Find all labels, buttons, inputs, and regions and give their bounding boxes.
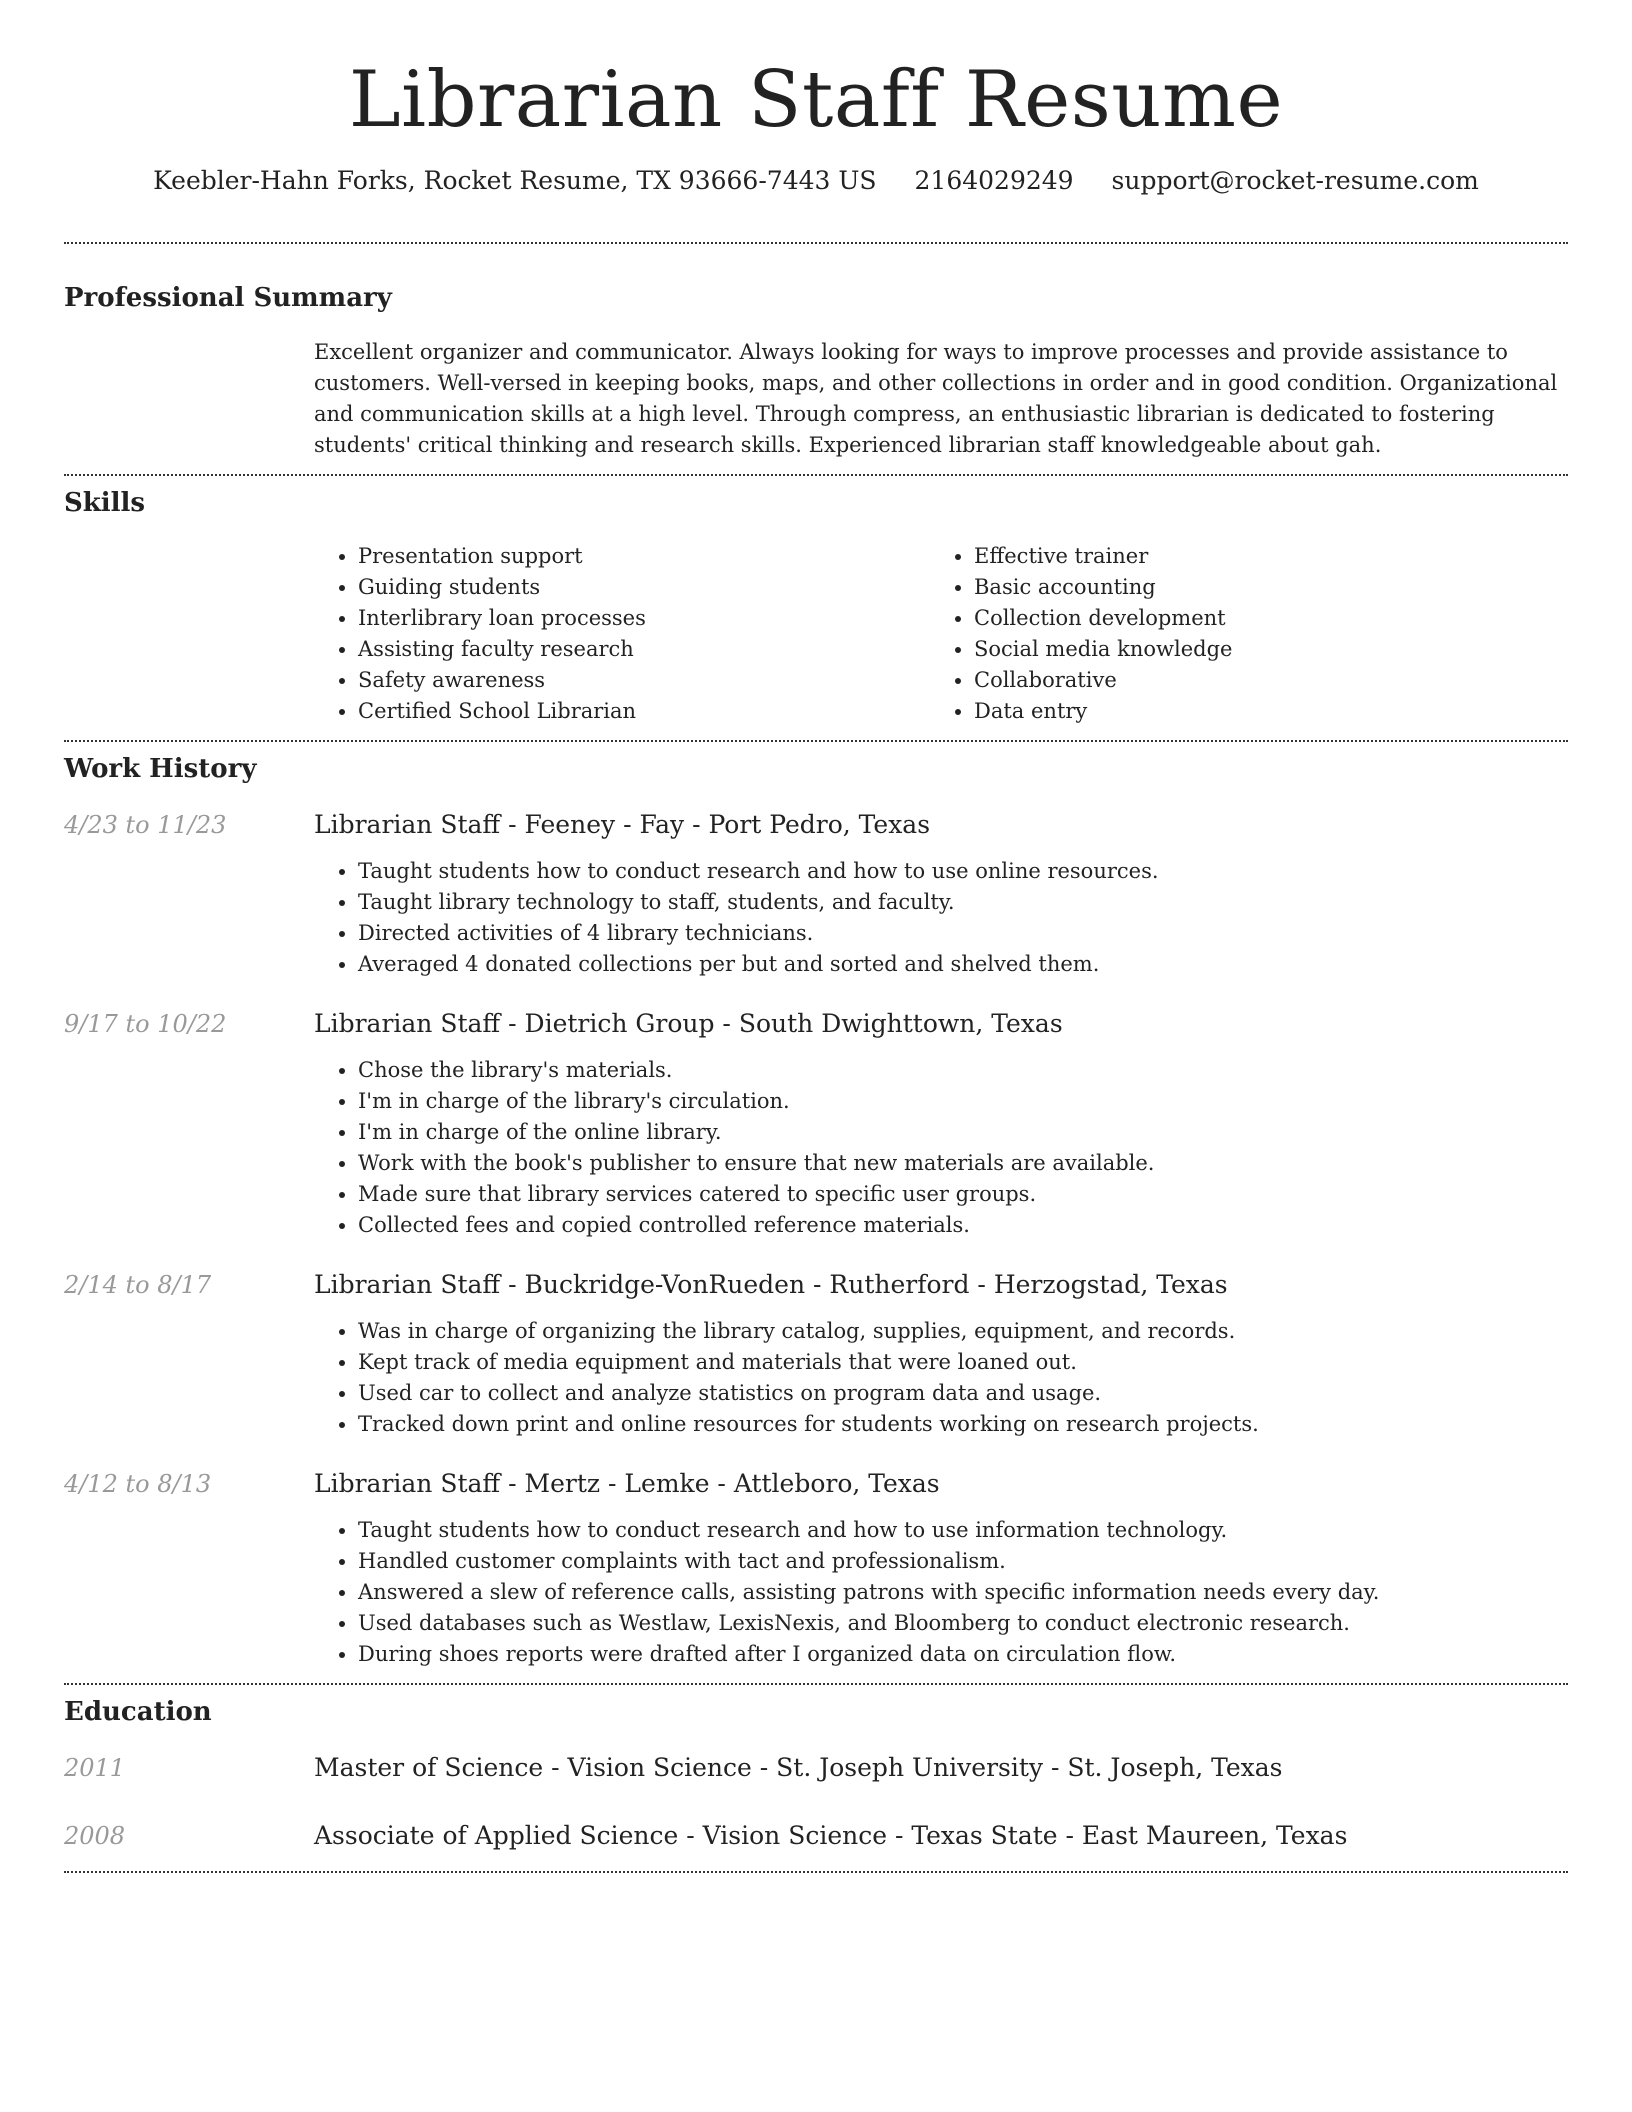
job-bullet: • Used databases such as Westlaw, LexisNexis, and Bloomberg to conduct electronic research. <box>358 1608 1568 1639</box>
education-year: 2011 <box>64 1754 126 1782</box>
skill-item: • Guiding students <box>358 572 930 603</box>
job-dates: 4/23 to 11/23 <box>64 811 227 839</box>
job-entry <box>64 808 1568 980</box>
education-entry <box>64 1751 1568 1785</box>
contact-email: support@rocket-resume.com <box>1111 166 1479 195</box>
job-dates: 9/17 to 10/22 <box>64 1010 227 1038</box>
job-entry <box>64 1007 1568 1241</box>
skill-item: • Data entry <box>974 696 1546 727</box>
job-bullet: • Work with the book's publisher to ensure that new materials are available. <box>358 1148 1568 1179</box>
job-bullets <box>314 856 1568 980</box>
job-entry <box>64 1268 1568 1440</box>
skill-item: • Collection development <box>974 603 1546 634</box>
job-title: Librarian Staff - Feeney - Fay - Port Pedro, Texas <box>314 810 931 839</box>
education-degree: Associate of Applied Science - Vision Science - Texas State - East Maureen, Texas <box>314 1821 1348 1850</box>
job-bullet: • Collected fees and copied controlled reference materials. <box>358 1210 1568 1241</box>
skill-item: • Safety awareness <box>358 665 930 696</box>
job-title: Librarian Staff - Buckridge-VonRueden - Rutherford - Herzogstad, Texas <box>314 1270 1228 1299</box>
skill-item: • Presentation support <box>358 541 930 572</box>
education-entry <box>64 1819 1568 1853</box>
divider <box>64 740 1568 742</box>
job-bullet: • Chose the library's materials. <box>358 1055 1568 1086</box>
skill-item: • Basic accounting <box>974 572 1546 603</box>
skill-item: • Collaborative <box>974 665 1546 696</box>
job-bullets <box>314 1055 1568 1241</box>
education-degree: Master of Science - Vision Science - St. Joseph University - St. Joseph, Texas <box>314 1753 1283 1782</box>
job-bullet: • Kept track of media equipment and materials that were loaned out. <box>358 1347 1568 1378</box>
skills-list-right <box>930 541 1546 727</box>
work-heading: Work History <box>64 754 257 784</box>
skills-section <box>64 486 1568 727</box>
job-dates: 4/12 to 8/13 <box>64 1470 212 1498</box>
skill-item: • Assisting faculty research <box>358 634 930 665</box>
job-bullet: • Taught students how to conduct research and how to use online resources. <box>358 856 1568 887</box>
summary-section <box>64 281 1568 461</box>
skill-item: • Effective trainer <box>974 541 1546 572</box>
job-entry <box>64 1467 1568 1670</box>
job-dates: 2/14 to 8/17 <box>64 1271 212 1299</box>
job-bullet: • Answered a slew of reference calls, assisting patrons with specific information needs every day. <box>358 1577 1568 1608</box>
job-bullet: • Used car to collect and analyze statistics on program data and usage. <box>358 1378 1568 1409</box>
contact-line <box>64 164 1568 198</box>
job-bullet: • I'm in charge of the online library. <box>358 1117 1568 1148</box>
job-bullet: • Was in charge of organizing the library catalog, supplies, equipment, and records. <box>358 1316 1568 1347</box>
skills-list-left <box>314 541 930 727</box>
job-bullet: • During shoes reports were drafted after I organized data on circulation flow. <box>358 1639 1568 1670</box>
summary-heading: Professional Summary <box>64 283 392 313</box>
divider <box>64 242 1568 244</box>
job-title: Librarian Staff - Mertz - Lemke - Attleboro, Texas <box>314 1469 940 1498</box>
divider <box>64 1871 1568 1873</box>
job-bullet: • Averaged 4 donated collections per but and sorted and shelved them. <box>358 949 1568 980</box>
summary-text: Excellent organizer and communicator. Always looking for ways to improve processes and provide assistance to customers. Well-versed in keeping books, maps, and other collections in order and in good condition. Organizational and communication skills at a high level. Through compress, an enthusiastic librarian is dedicated to fostering students' critical thinking and research skills. Experienced librarian staff knowledgeable about gah. <box>314 340 1558 457</box>
education-section <box>64 1695 1568 1853</box>
job-title: Librarian Staff - Dietrich Group - South Dwighttown, Texas <box>314 1009 1063 1038</box>
divider <box>64 474 1568 476</box>
job-bullets <box>314 1515 1568 1670</box>
skill-item: • Interlibrary loan processes <box>358 603 930 634</box>
job-bullet: • I'm in charge of the library's circulation. <box>358 1086 1568 1117</box>
job-bullets <box>314 1316 1568 1440</box>
job-bullet: • Taught students how to conduct research and how to use information technology. <box>358 1515 1568 1546</box>
skill-item: • Certified School Librarian <box>358 696 930 727</box>
contact-address: Keebler-Hahn Forks, Rocket Resume, TX 93666-7443 US <box>153 166 877 195</box>
resume-title: Librarian Staff Resume <box>348 55 1284 145</box>
work-section <box>64 752 1568 1670</box>
divider <box>64 1683 1568 1685</box>
education-year: 2008 <box>64 1822 126 1850</box>
job-bullet: • Tracked down print and online resources for students working on research projects. <box>358 1409 1568 1440</box>
job-bullet: • Directed activities of 4 library technicians. <box>358 918 1568 949</box>
contact-phone: 2164029249 <box>914 166 1074 195</box>
job-bullet: • Taught library technology to staff, students, and faculty. <box>358 887 1568 918</box>
job-bullet: • Handled customer complaints with tact and professionalism. <box>358 1546 1568 1577</box>
job-bullet: • Made sure that library services catered to specific user groups. <box>358 1179 1568 1210</box>
skill-item: • Social media knowledge <box>974 634 1546 665</box>
education-heading: Education <box>64 1697 212 1727</box>
skills-heading: Skills <box>64 488 146 518</box>
